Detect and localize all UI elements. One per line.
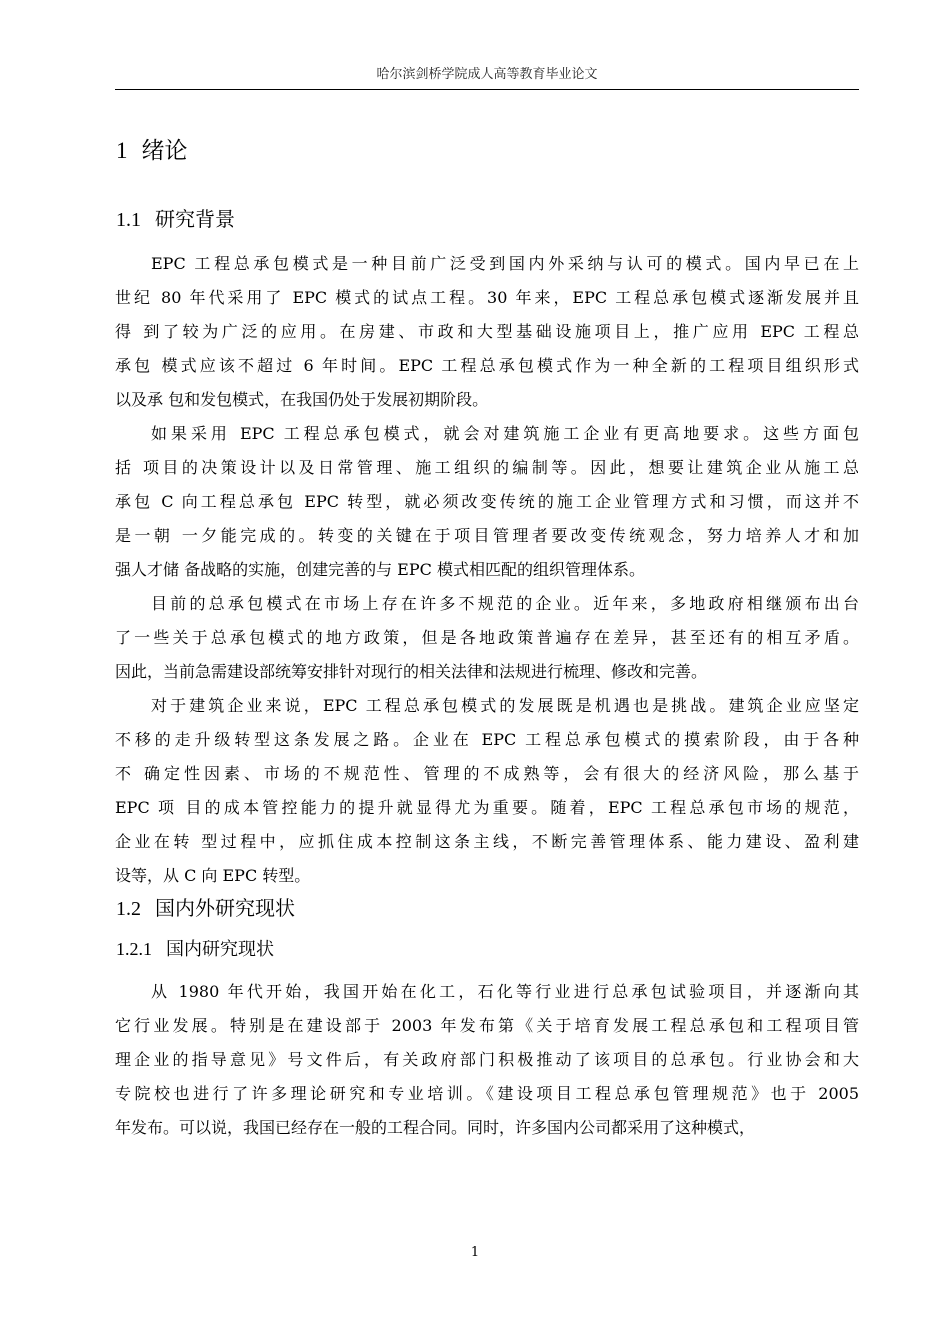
text-line: 如果采用 EPC 工程总承包模式，就会对建筑施工企业有更高地要求。这些方面包 [151, 424, 859, 443]
text-line: 专院校也进行了许多理论研究和专业培训。《建设项目工程总承包管理规范》也于 2005 [115, 1084, 859, 1103]
section-title: 国内外研究现状 [155, 896, 295, 920]
running-header: 哈尔滨剑桥学院成人高等教育毕业论文 [376, 67, 598, 82]
text-line: 从 1980 年代开始，我国开始在化工，石化等行业进行总承包试验项目，并逐渐向其 [151, 982, 859, 1001]
text-line: 设等，从 C 向 EPC 转型。 [115, 866, 311, 885]
text-line: 对于建筑企业来说，EPC 工程总承包模式的发展既是机遇也是挑战。建筑企业应坚定 [151, 696, 859, 715]
text-line: 了一些关于总承包模式的地方政策，但是各地政策普遍存在差异，甚至还有的相互矛盾。 [115, 628, 859, 647]
paragraph-5 [115, 975, 859, 1145]
subsection-heading-1-2-1 [116, 935, 274, 964]
header-divider [115, 89, 859, 90]
text-line: 不移的走升级转型这条发展之路。企业在 EPC 工程总承包模式的摸索阶段，由于各种 [115, 730, 859, 749]
text-line: 以及承 包和发包模式，在我国仍处于发展初期阶段。 [115, 390, 489, 409]
text-line: 企业在转 型过程中，应抓住成本控制这条主线，不断完善管理体系、能力建设、盈利建 [115, 832, 859, 851]
text-line: 年发布。可以说，我国已经存在一般的工程合同。同时，许多国内公司都采用了这种模式， [115, 1118, 756, 1137]
page-number: 1 [470, 1245, 480, 1260]
text-line: 世纪 80 年代采用了 EPC 模式的试点工程。30 年来，EPC 工程总承包模式逐渐发展并且 [115, 288, 859, 307]
text-line: 因此，当前急需建设部统筹安排针对现行的相关法律和法规进行梳理、修改和完善。 [115, 662, 708, 681]
section-heading-1-2 [116, 893, 295, 924]
subsection-title: 国内研究现状 [166, 939, 274, 960]
text-line: 目前的总承包模式在市场上存在许多不规范的企业。近年来，多地政府相继颁布出台 [151, 594, 859, 613]
text-line: 括 项目的决策设计以及日常管理、施工组织的编制等。因此，想要让建筑企业从施工总 [115, 458, 859, 477]
text-line: 得 到了较为广泛的应用。在房建、市政和大型基础设施项目上，推广应用 EPC 工程总 [115, 322, 859, 341]
section-title: 研究背景 [155, 207, 235, 231]
paragraph-2 [115, 417, 859, 587]
text-line: 承包 模式应该不超过 6 年时间。EPC 工程总承包模式作为一种全新的工程项目组织形式 [115, 356, 859, 375]
text-line: 理企业的指导意见》号文件后，有关政府部门积极推动了该项目的总承包。行业协会和大 [115, 1050, 859, 1069]
text-line: 不 确定性因素、市场的不规范性、管理的不成熟等，会有很大的经济风险，那么基于 [115, 764, 859, 783]
text-line: 强人才储 备战略的实施，创建完善的与 EPC 模式相匹配的组织管理体系。 [115, 560, 645, 579]
text-line: 它行业发展。特别是在建设部于 2003 年发布第《关于培育发展工程总承包和工程项目管 [115, 1016, 859, 1035]
text-line: EPC 项 目的成本管控能力的提升就显得尤为重要。随着，EPC 工程总承包市场的规范， [115, 798, 859, 817]
section-heading-1-1 [116, 204, 235, 235]
text-line: 承包 C 向工程总承包 EPC 转型，就必须改变传统的施工企业管理方式和习惯，而这并不 [115, 492, 859, 511]
chapter-number: 1 [116, 138, 128, 163]
text-line: EPC 工程总承包模式是一种目前广泛受到国内外采纳与认可的模式。国内早已在上 [151, 254, 859, 273]
text-line: 是一朝 一夕能完成的。转变的关键在于项目管理者要改变传统观念，努力培养人才和加 [115, 526, 859, 545]
section-number: 1.2 [116, 898, 141, 920]
paragraph-4 [115, 689, 859, 893]
chapter-heading [116, 134, 188, 168]
paragraph-3 [115, 587, 859, 689]
section-number: 1.1 [116, 209, 141, 231]
subsection-number: 1.2.1 [116, 939, 152, 959]
paragraph-1 [115, 247, 859, 417]
chapter-title: 绪论 [141, 138, 188, 164]
